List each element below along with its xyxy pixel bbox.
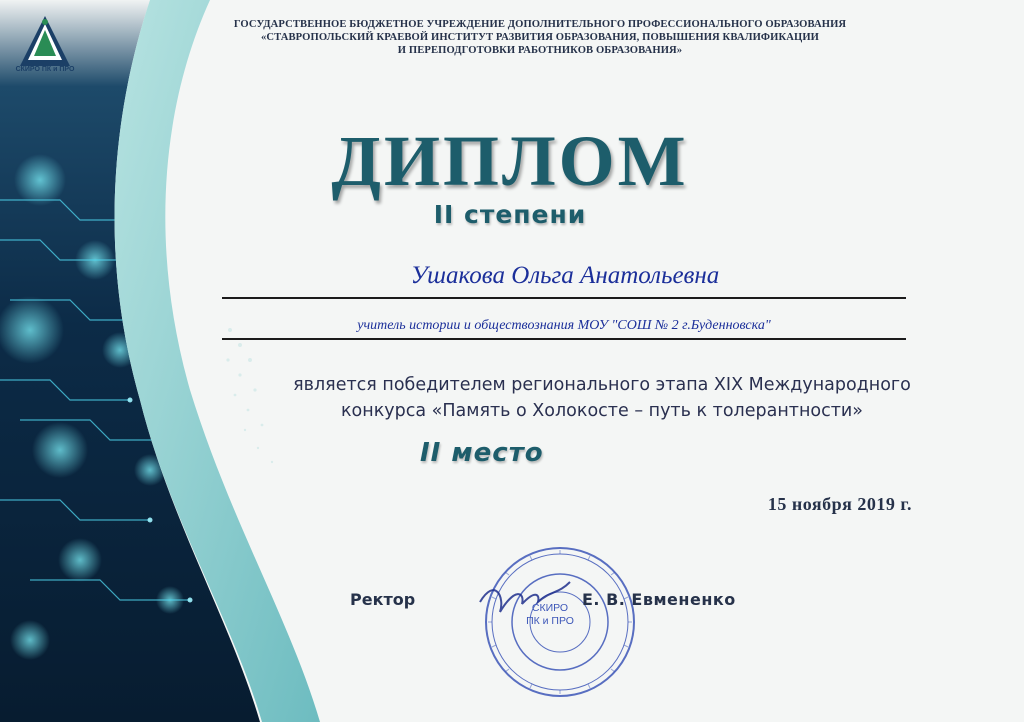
rector-label: Ректор	[350, 590, 416, 609]
header-line-1: ГОСУДАРСТВЕННОЕ БЮДЖЕТНОЕ УЧРЕЖДЕНИЕ ДОПОЛНИТЕЛЬНОГО ПРОФЕССИОНАЛЬНОГО ОБРАЗОВАНИЯ	[233, 19, 847, 30]
header-line-2: «СТАВРОПОЛЬСКИЙ КРАЕВОЙ ИНСТИТУТ РАЗВИТИЯ ОБРАЗОВАНИЯ, ПОВЫШЕНИЯ КВАЛИФИКАЦИИ	[260, 32, 820, 43]
award-line-1: является победителем регионального этапа XIX Международного	[293, 375, 911, 395]
award-line-2: конкурса «Память о Холокосте – путь к толерантности»	[340, 401, 863, 421]
name-underline	[222, 297, 906, 299]
stamp-center-line-2: ПК и ПРО	[526, 615, 574, 627]
recipient-name: Ушакова Ольга Анатольевна	[410, 262, 720, 289]
award-place: II место	[420, 438, 544, 468]
award-description	[222, 372, 982, 424]
rector-name: Е. В. Евмененко	[582, 590, 736, 609]
diploma-degree: II степени	[433, 200, 587, 229]
logo-caption: СКИРО ПК и ПРО	[15, 66, 75, 73]
recipient-position: учитель истории и обществознания МОУ "СОШ № 2 г.Буденновска"	[357, 318, 771, 333]
institution-header	[190, 18, 890, 57]
award-date: 15 ноября 2019 г.	[767, 494, 912, 514]
header-line-3: И ПЕРЕПОДГОТОВКИ РАБОТНИКОВ ОБРАЗОВАНИЯ»	[397, 45, 683, 56]
stamp-center-line-1: СКИРО	[531, 602, 569, 614]
position-underline	[222, 338, 906, 340]
institute-logo	[14, 10, 76, 88]
diploma-title: ДИПЛОМ	[331, 121, 689, 201]
stamp-center-text	[520, 602, 580, 628]
